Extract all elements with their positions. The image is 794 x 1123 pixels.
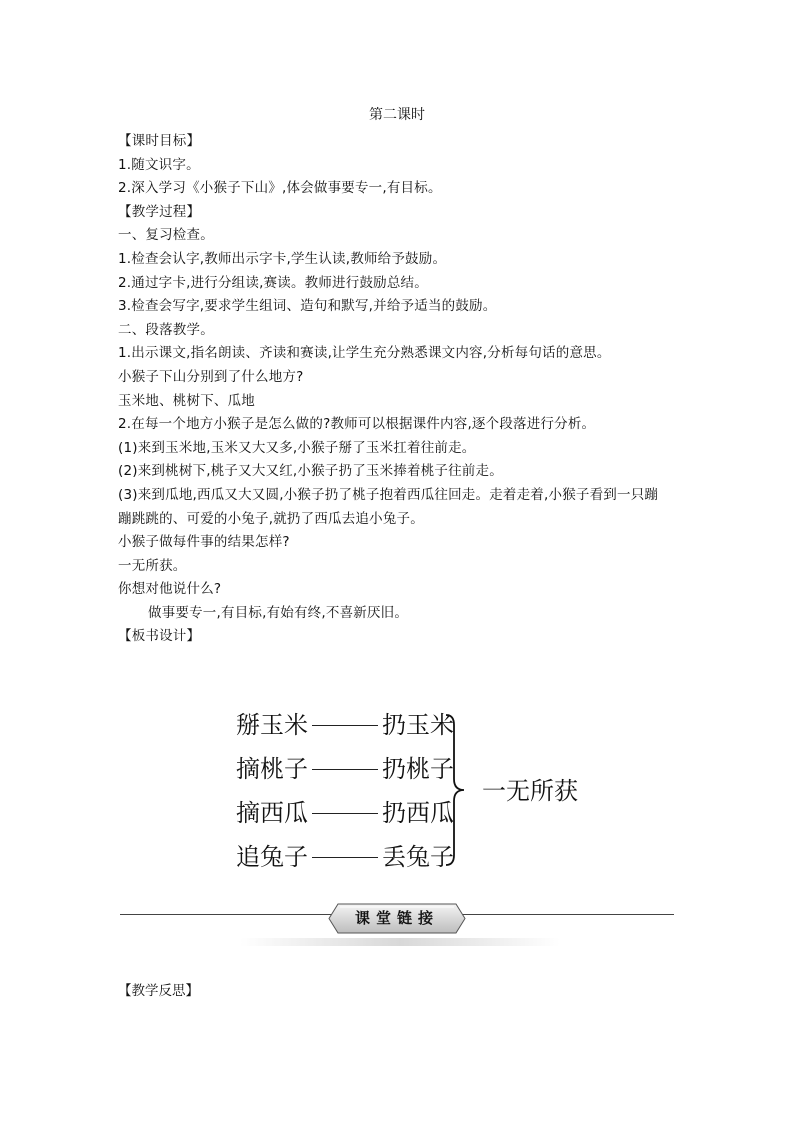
board-outcome: 扔西瓜 (382, 799, 454, 827)
answer-line: 做事要专一,有目标,有始有终,不喜新厌旧。 (148, 604, 409, 621)
question-line: 小猴子做每件事的结果怎样? (118, 534, 290, 551)
question-line: 小猴子下山分别到了什么地方? (118, 368, 304, 385)
analysis-line: 蹦跳跳的、可爱的小兔子,就扔了西瓜去追小兔子。 (118, 510, 424, 527)
board-row (236, 793, 454, 833)
board-row (236, 837, 454, 877)
process-line: 2.在每一个地方小猴子是怎么做的?教师可以根据课件内容,逐个段落进行分析。 (118, 416, 596, 433)
process-line: 1.检查会认字,教师出示字卡,学生认读,教师给予鼓励。 (118, 250, 447, 267)
board-design (236, 705, 596, 875)
objective-line: 2.深入学习《小猴子下山》,体会做事要专一,有目标。 (118, 180, 442, 197)
board-action: 追兔子 (236, 843, 308, 871)
section-heading-objectives: 【课时目标】 (118, 133, 201, 149)
analysis-line: (1)来到玉米地,玉米又大又多,小猴子掰了玉米扛着往前走。 (118, 439, 476, 456)
board-action: 摘桃子 (236, 755, 308, 783)
process-line: 3.检查会写字,要求学生组词、造句和默写,并给予适当的鼓励。 (118, 298, 497, 315)
board-outcome: 丢兔子 (382, 843, 454, 871)
question-line: 你想对他说什么? (118, 581, 222, 598)
section-heading-board: 【板书设计】 (118, 628, 201, 645)
process-heading: 一、复习检查。 (118, 227, 214, 244)
banner-shadow (240, 938, 560, 946)
objective-line: 1.随文识字。 (118, 156, 200, 173)
analysis-line: (2)来到桃树下,桃子又大又红,小猴子扔了玉米捧着桃子往前走。 (118, 463, 503, 480)
dash-line (312, 769, 378, 770)
dash-line (312, 857, 378, 858)
analysis-line: (3)来到瓜地,西瓜又大又圆,小猴子扔了桃子抱着西瓜往回走。走着走着,小猴子看到一只蹦 (118, 486, 659, 503)
process-heading: 二、段落教学。 (118, 321, 214, 338)
board-row (236, 749, 454, 789)
process-line: 2.通过字卡,进行分组读,赛读。教师进行鼓励总结。 (118, 274, 428, 291)
answer-line: 一无所获。 (118, 557, 187, 574)
section-heading-reflection: 【教学反思】 (118, 983, 199, 999)
board-row (236, 705, 454, 745)
board-action: 掰玉米 (236, 711, 308, 739)
board-action: 摘西瓜 (236, 799, 308, 827)
dash-line (312, 725, 378, 726)
lesson-content (118, 130, 688, 649)
right-brace-icon (444, 713, 466, 867)
board-outcome: 扔桃子 (382, 755, 454, 783)
board-result: 一无所获 (482, 777, 578, 805)
section-heading-process: 【教学过程】 (118, 203, 201, 220)
banner-title: 课堂链接 (354, 909, 439, 927)
page-title: 第二课时 (369, 107, 425, 123)
dash-line (312, 813, 378, 814)
answer-line: 玉米地、桃树下、瓜地 (118, 392, 255, 409)
section-banner (120, 900, 674, 950)
board-outcome: 扔玉米 (382, 711, 454, 739)
process-line: 1.出示课文,指名朗读、齐读和赛读,让学生充分熟悉课文内容,分析每句话的意思。 (118, 345, 611, 362)
